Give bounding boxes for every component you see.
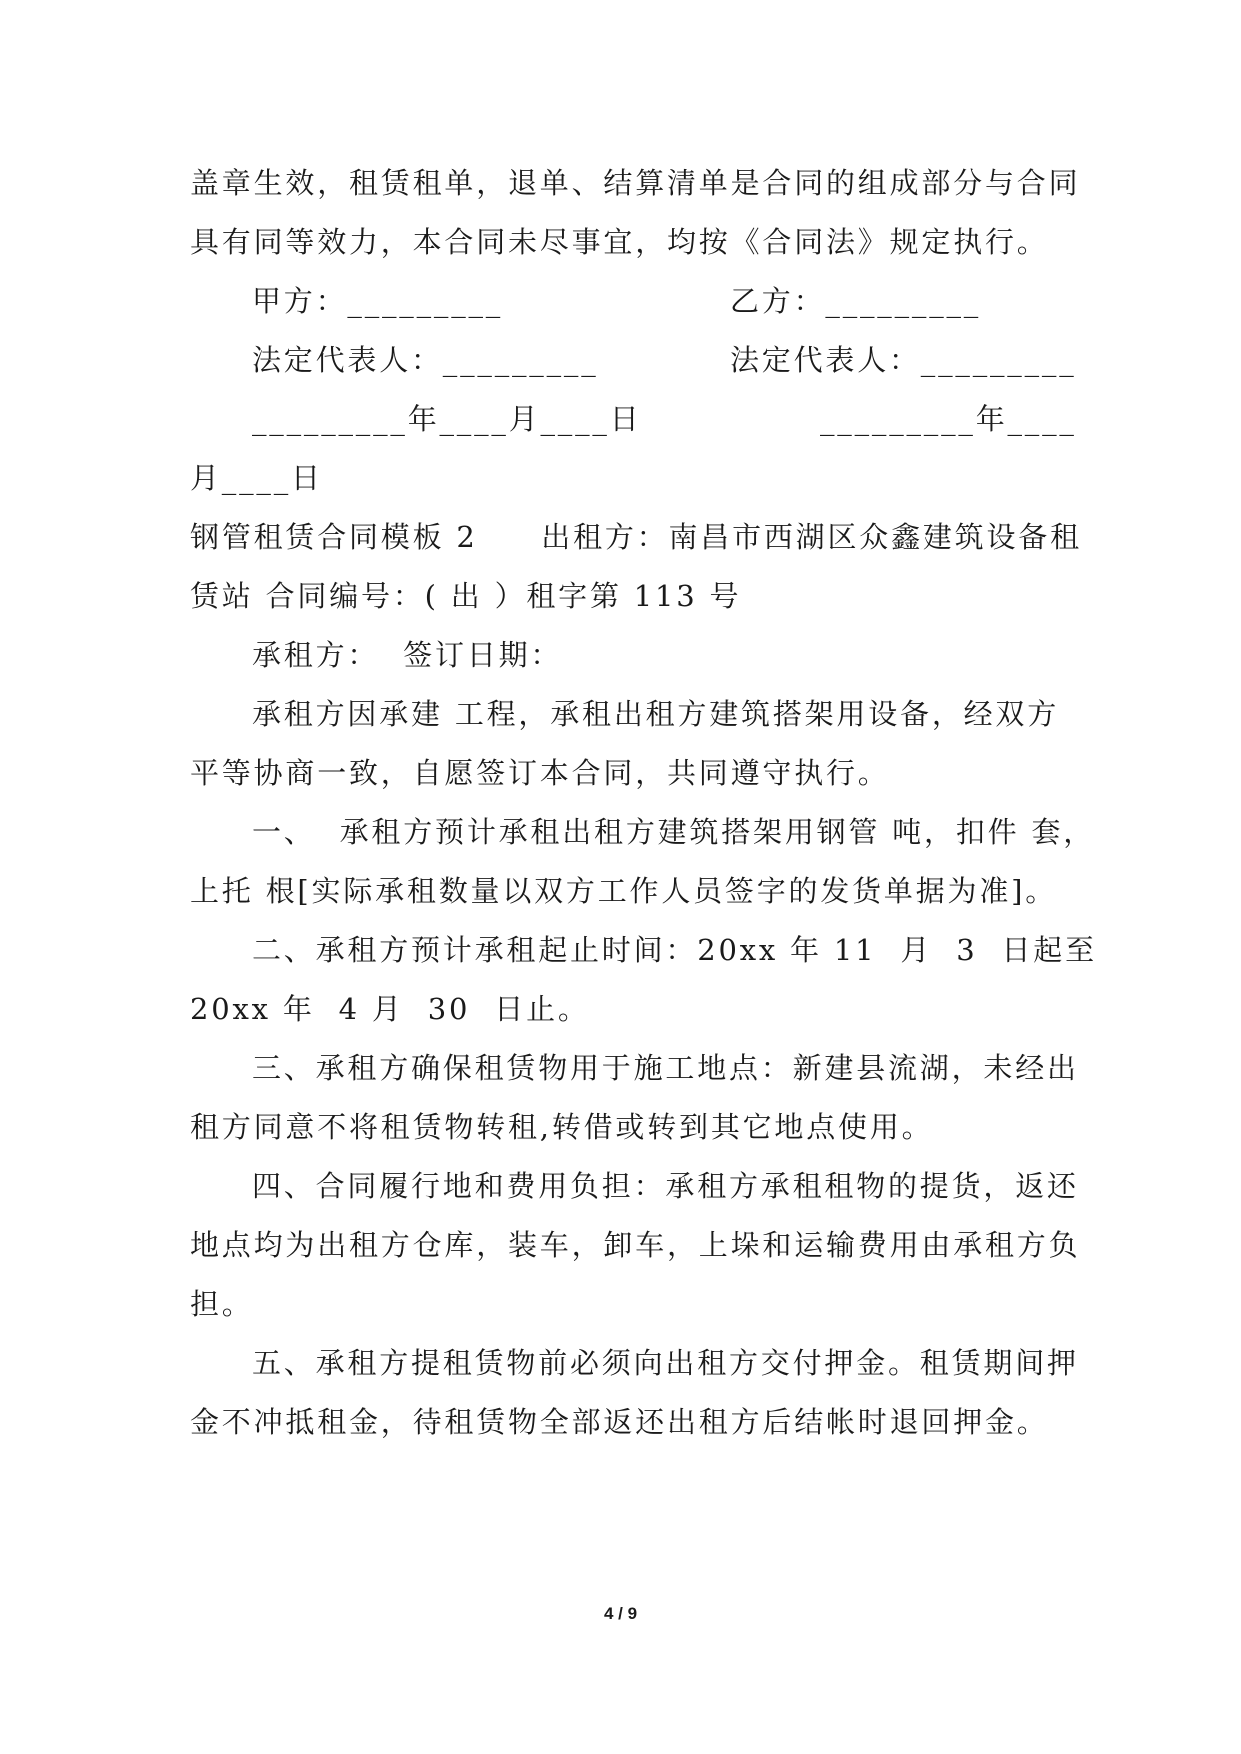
- clause-1: 一、 承租方预计承租出租方建筑搭架用钢管 吨，扣件 套，: [252, 815, 1096, 849]
- clause-3: 三、承租方确保租赁物用于施工地点：新建县流湖，未经出: [252, 1051, 1079, 1085]
- party-b-legal-rep-field: 法定代表人：_________: [730, 343, 1077, 377]
- text-line: 赁站 合同编号：( 出 ）租字第 113 号: [190, 579, 742, 613]
- page-number: 4 / 9: [603, 1604, 638, 1623]
- contract-title-line: 钢管租赁合同模板 2 出租方：南昌市西湖区众鑫建筑设备租: [190, 520, 1082, 554]
- text-line: 金不冲抵租金，待租赁物全部返还出租方后结帐时退回押金。: [190, 1405, 1049, 1439]
- party-a-date-field: _________年____月____日: [252, 402, 642, 436]
- party-b-date-field: _________年____: [820, 402, 1077, 436]
- clause-2: 二、承租方预计承租起止时间：20xx 年 11 月 3 日起至: [252, 933, 1097, 967]
- text-line: 平等协商一致，自愿签订本合同，共同遵守执行。: [190, 756, 890, 790]
- text-line: 承租方： 签订日期：: [252, 638, 563, 672]
- party-a-field: 甲方：_________: [252, 284, 504, 318]
- text-line: 担。: [190, 1287, 254, 1321]
- text-line: 租方同意不将租赁物转租,转借或转到其它地点使用。: [190, 1110, 934, 1144]
- text-line: 盖章生效，租赁租单，退单、结算清单是合同的组成部分与合同: [190, 166, 1081, 200]
- text-line: 承租方因承建 工程，承租出租方建筑搭架用设备，经双方: [252, 697, 1060, 731]
- clause-4: 四、合同履行地和费用负担：承租方承租租物的提货，返还: [252, 1169, 1079, 1203]
- text-line: 地点均为出租方仓库，装车，卸车，上垛和运输费用由承租方负: [190, 1228, 1081, 1262]
- party-b-field: 乙方：_________: [730, 284, 982, 318]
- text-line: 20xx 年 4 月 30 日止。: [190, 992, 590, 1026]
- text-line: 具有同等效力，本合同未尽事宜，均按《合同法》规定执行。: [190, 225, 1049, 259]
- text-line: 上托 根[实际承租数量以双方工作人员签字的发货单据为准]。: [190, 874, 1058, 908]
- party-a-legal-rep-field: 法定代表人：_________: [252, 343, 599, 377]
- clause-5: 五、承租方提租赁物前必须向出租方交付押金。租赁期间押: [252, 1346, 1079, 1380]
- text-line: 月____日: [190, 461, 323, 495]
